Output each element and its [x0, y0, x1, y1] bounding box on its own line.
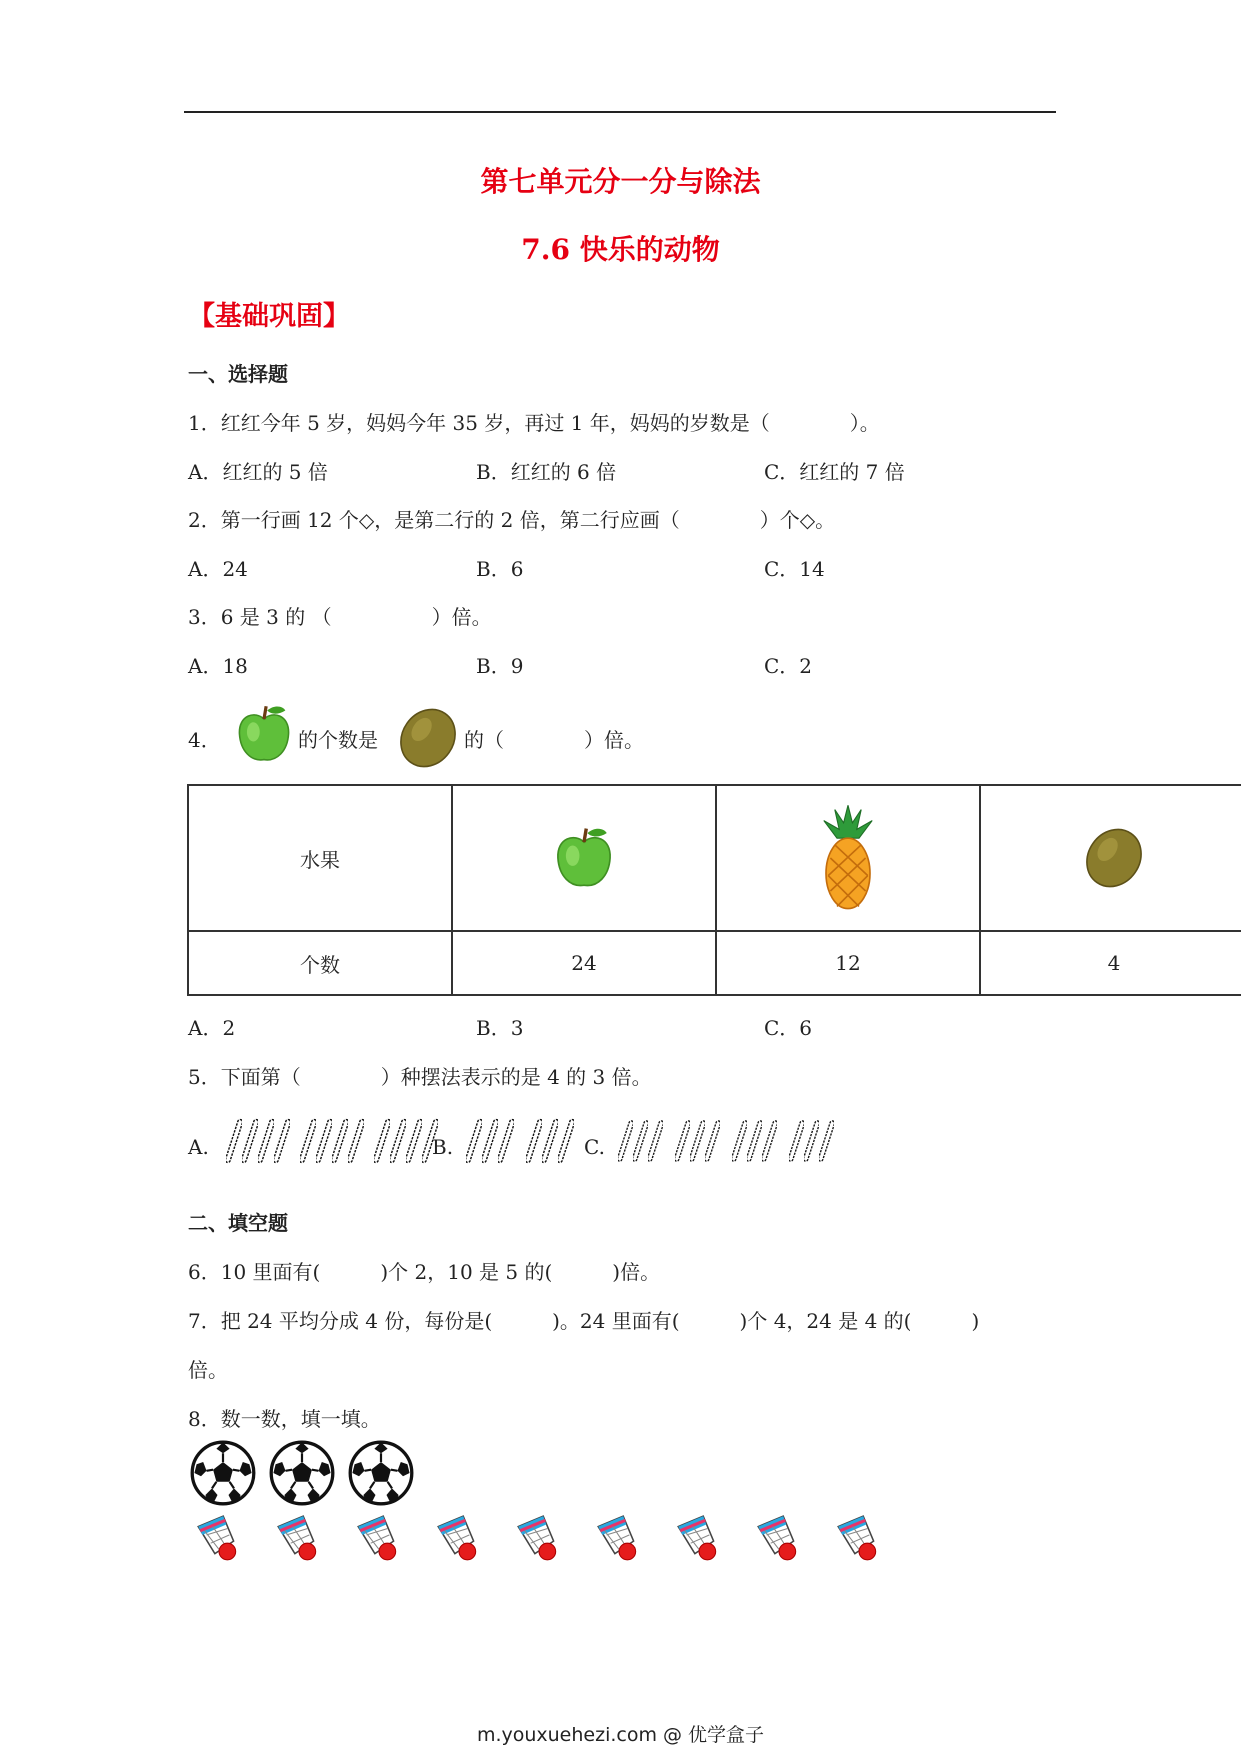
count-row [188, 931, 1241, 995]
cell-pineapple [716, 785, 980, 931]
shuttlecock-row [192, 1512, 884, 1564]
count-kiwi: 4 [980, 931, 1241, 995]
shuttlecock-icon [672, 1512, 724, 1564]
row-label-count: 个数 [188, 931, 452, 995]
cell-kiwi [980, 785, 1241, 931]
stick-icon [648, 1112, 663, 1170]
fruit-count-table [187, 784, 1241, 996]
question-2: 2．第一行画 12 个◇，是第二行的 2 倍，第二行应画（ ）个◇。 [188, 508, 836, 532]
count-apple: 24 [452, 931, 716, 995]
stick-group [226, 1112, 290, 1170]
section-basic: 【基础巩固】 [188, 301, 350, 332]
q2-option-a[interactable]: A．24 [188, 557, 248, 581]
stick-icon [705, 1112, 720, 1170]
q5-option-b-sticks[interactable] [466, 1112, 574, 1170]
part2-heading: 二、填空题 [188, 1211, 288, 1235]
stick-group [374, 1112, 438, 1170]
stick-icon [526, 1112, 542, 1170]
stick-icon [348, 1112, 364, 1170]
stick-icon [558, 1112, 574, 1170]
stick-icon [406, 1112, 422, 1170]
apple-icon [232, 702, 296, 766]
unit-title: 第七单元分一分与除法 [480, 165, 761, 198]
stick-icon [732, 1112, 747, 1170]
stick-icon [747, 1112, 762, 1170]
q2-option-c[interactable]: C．14 [764, 557, 825, 581]
q5-option-a-sticks[interactable] [226, 1112, 438, 1170]
q1-option-c[interactable]: C．红红的 7 倍 [764, 460, 905, 484]
header-rule [184, 111, 1056, 113]
stick-icon [633, 1112, 648, 1170]
question-4-mid: 的个数是 [298, 728, 378, 752]
stick-icon [258, 1112, 274, 1170]
stick-group [300, 1112, 364, 1170]
stick-icon [690, 1112, 705, 1170]
stick-group [789, 1112, 834, 1170]
q5-option-b-label[interactable]: B. [432, 1135, 454, 1159]
q4-option-b[interactable]: B．3 [476, 1016, 524, 1040]
q1-option-b[interactable]: B．红红的 6 倍 [476, 460, 617, 484]
q5-option-a-label[interactable]: A. [188, 1135, 209, 1159]
shuttlecock-icon [752, 1512, 804, 1564]
question-5: 5．下面第（ ）种摆法表示的是 4 的 3 倍。 [188, 1065, 652, 1089]
question-4-tail: 的（ ）倍。 [464, 728, 644, 752]
q3-option-a[interactable]: A．18 [188, 654, 248, 678]
stick-icon [804, 1112, 819, 1170]
stick-group [732, 1112, 777, 1170]
stick-group [526, 1112, 574, 1170]
question-6: 6．10 里面有( )个 2，10 是 5 的( )倍。 [188, 1260, 661, 1284]
shuttlecock-icon [832, 1512, 884, 1564]
football-icon [190, 1440, 256, 1506]
question-7-line1: 7．把 24 平均分成 4 份，每份是( )。24 里面有( )个 4，24 是 4 的( ) [188, 1309, 980, 1333]
stick-group [466, 1112, 514, 1170]
fruit-row [188, 785, 1241, 931]
shuttlecock-icon [192, 1512, 244, 1564]
football-icon [269, 1440, 335, 1506]
question-3: 3．6 是 3 的 （ ）倍。 [188, 605, 492, 629]
footer-watermark: m.youxuehezi.com @ 优学盒子 [476, 1724, 765, 1746]
stick-icon [789, 1112, 804, 1170]
kiwi-icon [396, 704, 460, 772]
q1-option-a[interactable]: A．红红的 5 倍 [188, 460, 328, 484]
shuttlecock-icon [352, 1512, 404, 1564]
stick-icon [300, 1112, 316, 1170]
row-label-fruit: 水果 [188, 785, 452, 931]
stick-icon [762, 1112, 777, 1170]
count-pineapple: 12 [716, 931, 980, 995]
cell-apple [452, 785, 716, 931]
question-1: 1．红红今年 5 岁，妈妈今年 35 岁，再过 1 年，妈妈的岁数是（ ）。 [188, 411, 880, 435]
stick-icon [542, 1112, 558, 1170]
pineapple-icon [815, 803, 881, 913]
stick-icon [819, 1112, 834, 1170]
football-icon [348, 1440, 414, 1506]
part1-heading: 一、选择题 [188, 362, 288, 386]
q3-option-b[interactable]: B．9 [476, 654, 524, 678]
question-8: 8．数一数，填一填。 [188, 1407, 381, 1431]
stick-icon [316, 1112, 332, 1170]
football-row [190, 1440, 414, 1506]
kiwi-icon [1082, 826, 1146, 890]
shuttlecock-icon [432, 1512, 484, 1564]
stick-group [675, 1112, 720, 1170]
stick-icon [618, 1112, 633, 1170]
q5-option-c-label[interactable]: C. [584, 1135, 605, 1159]
stick-icon [466, 1112, 482, 1170]
stick-icon [482, 1112, 498, 1170]
q2-option-b[interactable]: B．6 [476, 557, 524, 581]
stick-icon [332, 1112, 348, 1170]
question-7-line2: 倍。 [188, 1358, 228, 1382]
shuttlecock-icon [592, 1512, 644, 1564]
stick-icon [274, 1112, 290, 1170]
lesson-title: 7.6 快乐的动物 [521, 233, 720, 266]
q4-option-a[interactable]: A．2 [188, 1016, 236, 1040]
apple-icon [550, 824, 618, 892]
q5-option-c-sticks[interactable] [618, 1112, 834, 1170]
q4-option-c[interactable]: C．6 [764, 1016, 813, 1040]
shuttlecock-icon [272, 1512, 324, 1564]
question-4-number: 4． [188, 728, 221, 752]
stick-icon [226, 1112, 242, 1170]
stick-icon [498, 1112, 514, 1170]
shuttlecock-icon [512, 1512, 564, 1564]
stick-icon [242, 1112, 258, 1170]
stick-icon [675, 1112, 690, 1170]
stick-group [618, 1112, 663, 1170]
q3-option-c[interactable]: C．2 [764, 654, 813, 678]
stick-icon [390, 1112, 406, 1170]
stick-icon [374, 1112, 390, 1170]
